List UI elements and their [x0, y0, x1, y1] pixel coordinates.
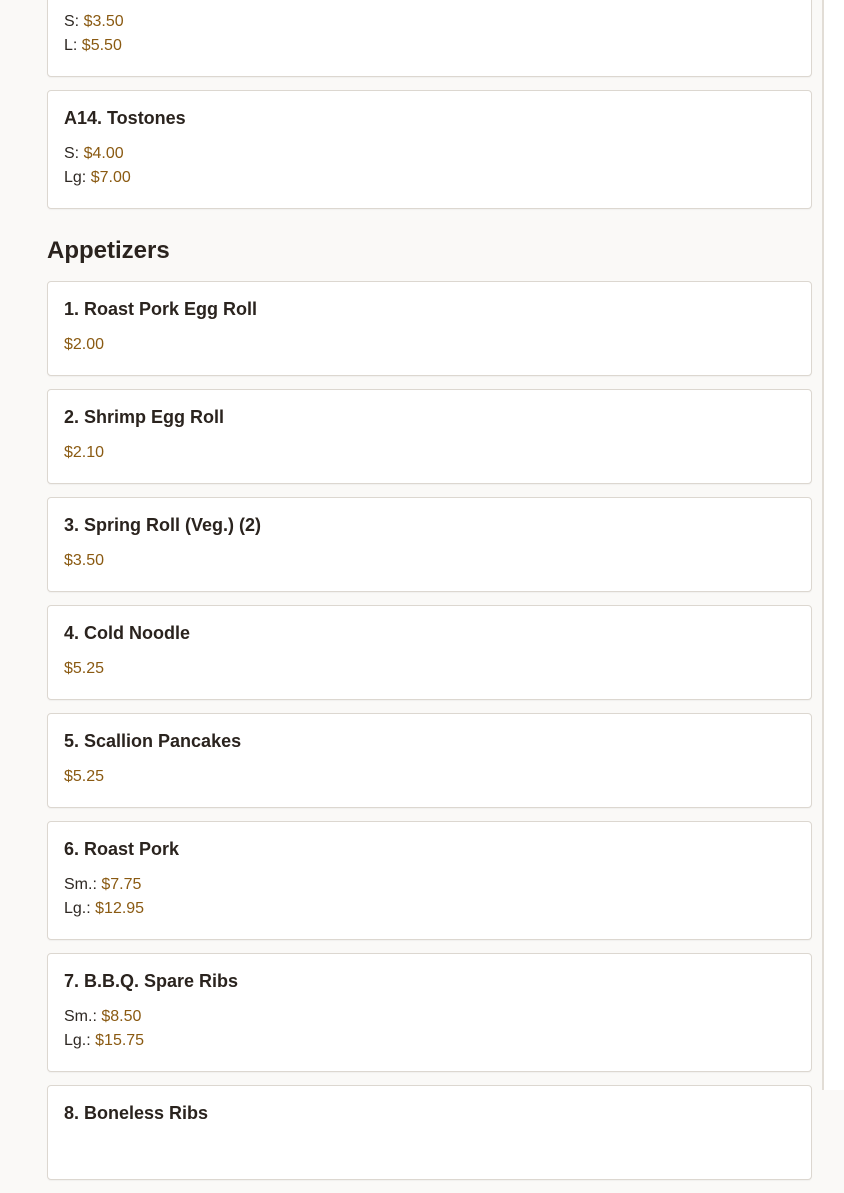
price-line [64, 1137, 795, 1161]
price-line [64, 549, 795, 573]
price-line-large [64, 166, 795, 190]
menu-item-card[interactable] [47, 90, 812, 209]
price-line [64, 441, 795, 465]
price-line [64, 765, 795, 789]
price-line-small [64, 873, 795, 897]
size-label: Sm.: [64, 1008, 97, 1025]
item-name: A14. Tostones [64, 108, 186, 128]
menu-item-card[interactable] [47, 497, 812, 592]
price-line-large [64, 1029, 795, 1053]
section-title-appetizers: Appetizers [47, 237, 170, 264]
price-line-small [64, 10, 795, 34]
menu-item-card[interactable] [47, 281, 812, 376]
size-label: Lg.: [64, 1032, 91, 1049]
size-label: Sm.: [64, 876, 97, 893]
price-value: $15.75 [95, 1032, 145, 1049]
item-name: 7. B.B.Q. Spare Ribs [64, 971, 239, 991]
size-label: Lg: [64, 169, 87, 186]
menu-item-card[interactable] [47, 389, 812, 484]
menu-item-card[interactable] [47, 821, 812, 940]
item-name: 1. Roast Pork Egg Roll [64, 299, 258, 319]
price-value: $3.50 [83, 13, 124, 30]
price-value: $12.95 [95, 900, 145, 917]
price-value: $8.50 [101, 1008, 142, 1025]
price-value: $7.00 [90, 169, 131, 186]
item-name: 5. Scallion Pancakes [64, 731, 242, 751]
menu-item-card[interactable] [47, 953, 812, 1072]
size-label: S: [64, 13, 80, 30]
size-label: S: [64, 145, 80, 162]
price-line [64, 657, 795, 681]
price-line-large [64, 897, 795, 921]
price-value: $5.25 [64, 660, 105, 677]
price-value: $2.00 [64, 336, 105, 353]
price-value: $5.50 [81, 37, 122, 54]
item-name: 6. Roast Pork [64, 839, 180, 859]
size-label: L: [64, 37, 78, 54]
price-value: $2.10 [64, 444, 105, 461]
price-line-large [64, 34, 795, 58]
price-value: $4.00 [83, 145, 124, 162]
size-label: Lg.: [64, 900, 91, 917]
menu-item-card[interactable] [47, 605, 812, 700]
menu-content [47, 0, 812, 1193]
item-name: 4. Cold Noodle [64, 623, 190, 643]
menu-item-card[interactable] [47, 1085, 812, 1180]
price-value: $3.50 [64, 552, 105, 569]
item-name: 2. Shrimp Egg Roll [64, 407, 225, 427]
price-line-small [64, 1005, 795, 1029]
menu-item-card[interactable] [47, 0, 812, 77]
price-value: $5.25 [64, 768, 105, 785]
price-line [64, 333, 795, 357]
price-line-small [64, 142, 795, 166]
menu-item-card[interactable] [47, 713, 812, 808]
scroll-gutter[interactable] [824, 0, 844, 1090]
item-name: 3. Spring Roll (Veg.) (2) [64, 515, 262, 535]
item-name: 8. Boneless Ribs [64, 1103, 209, 1123]
price-value: $7.75 [101, 876, 142, 893]
